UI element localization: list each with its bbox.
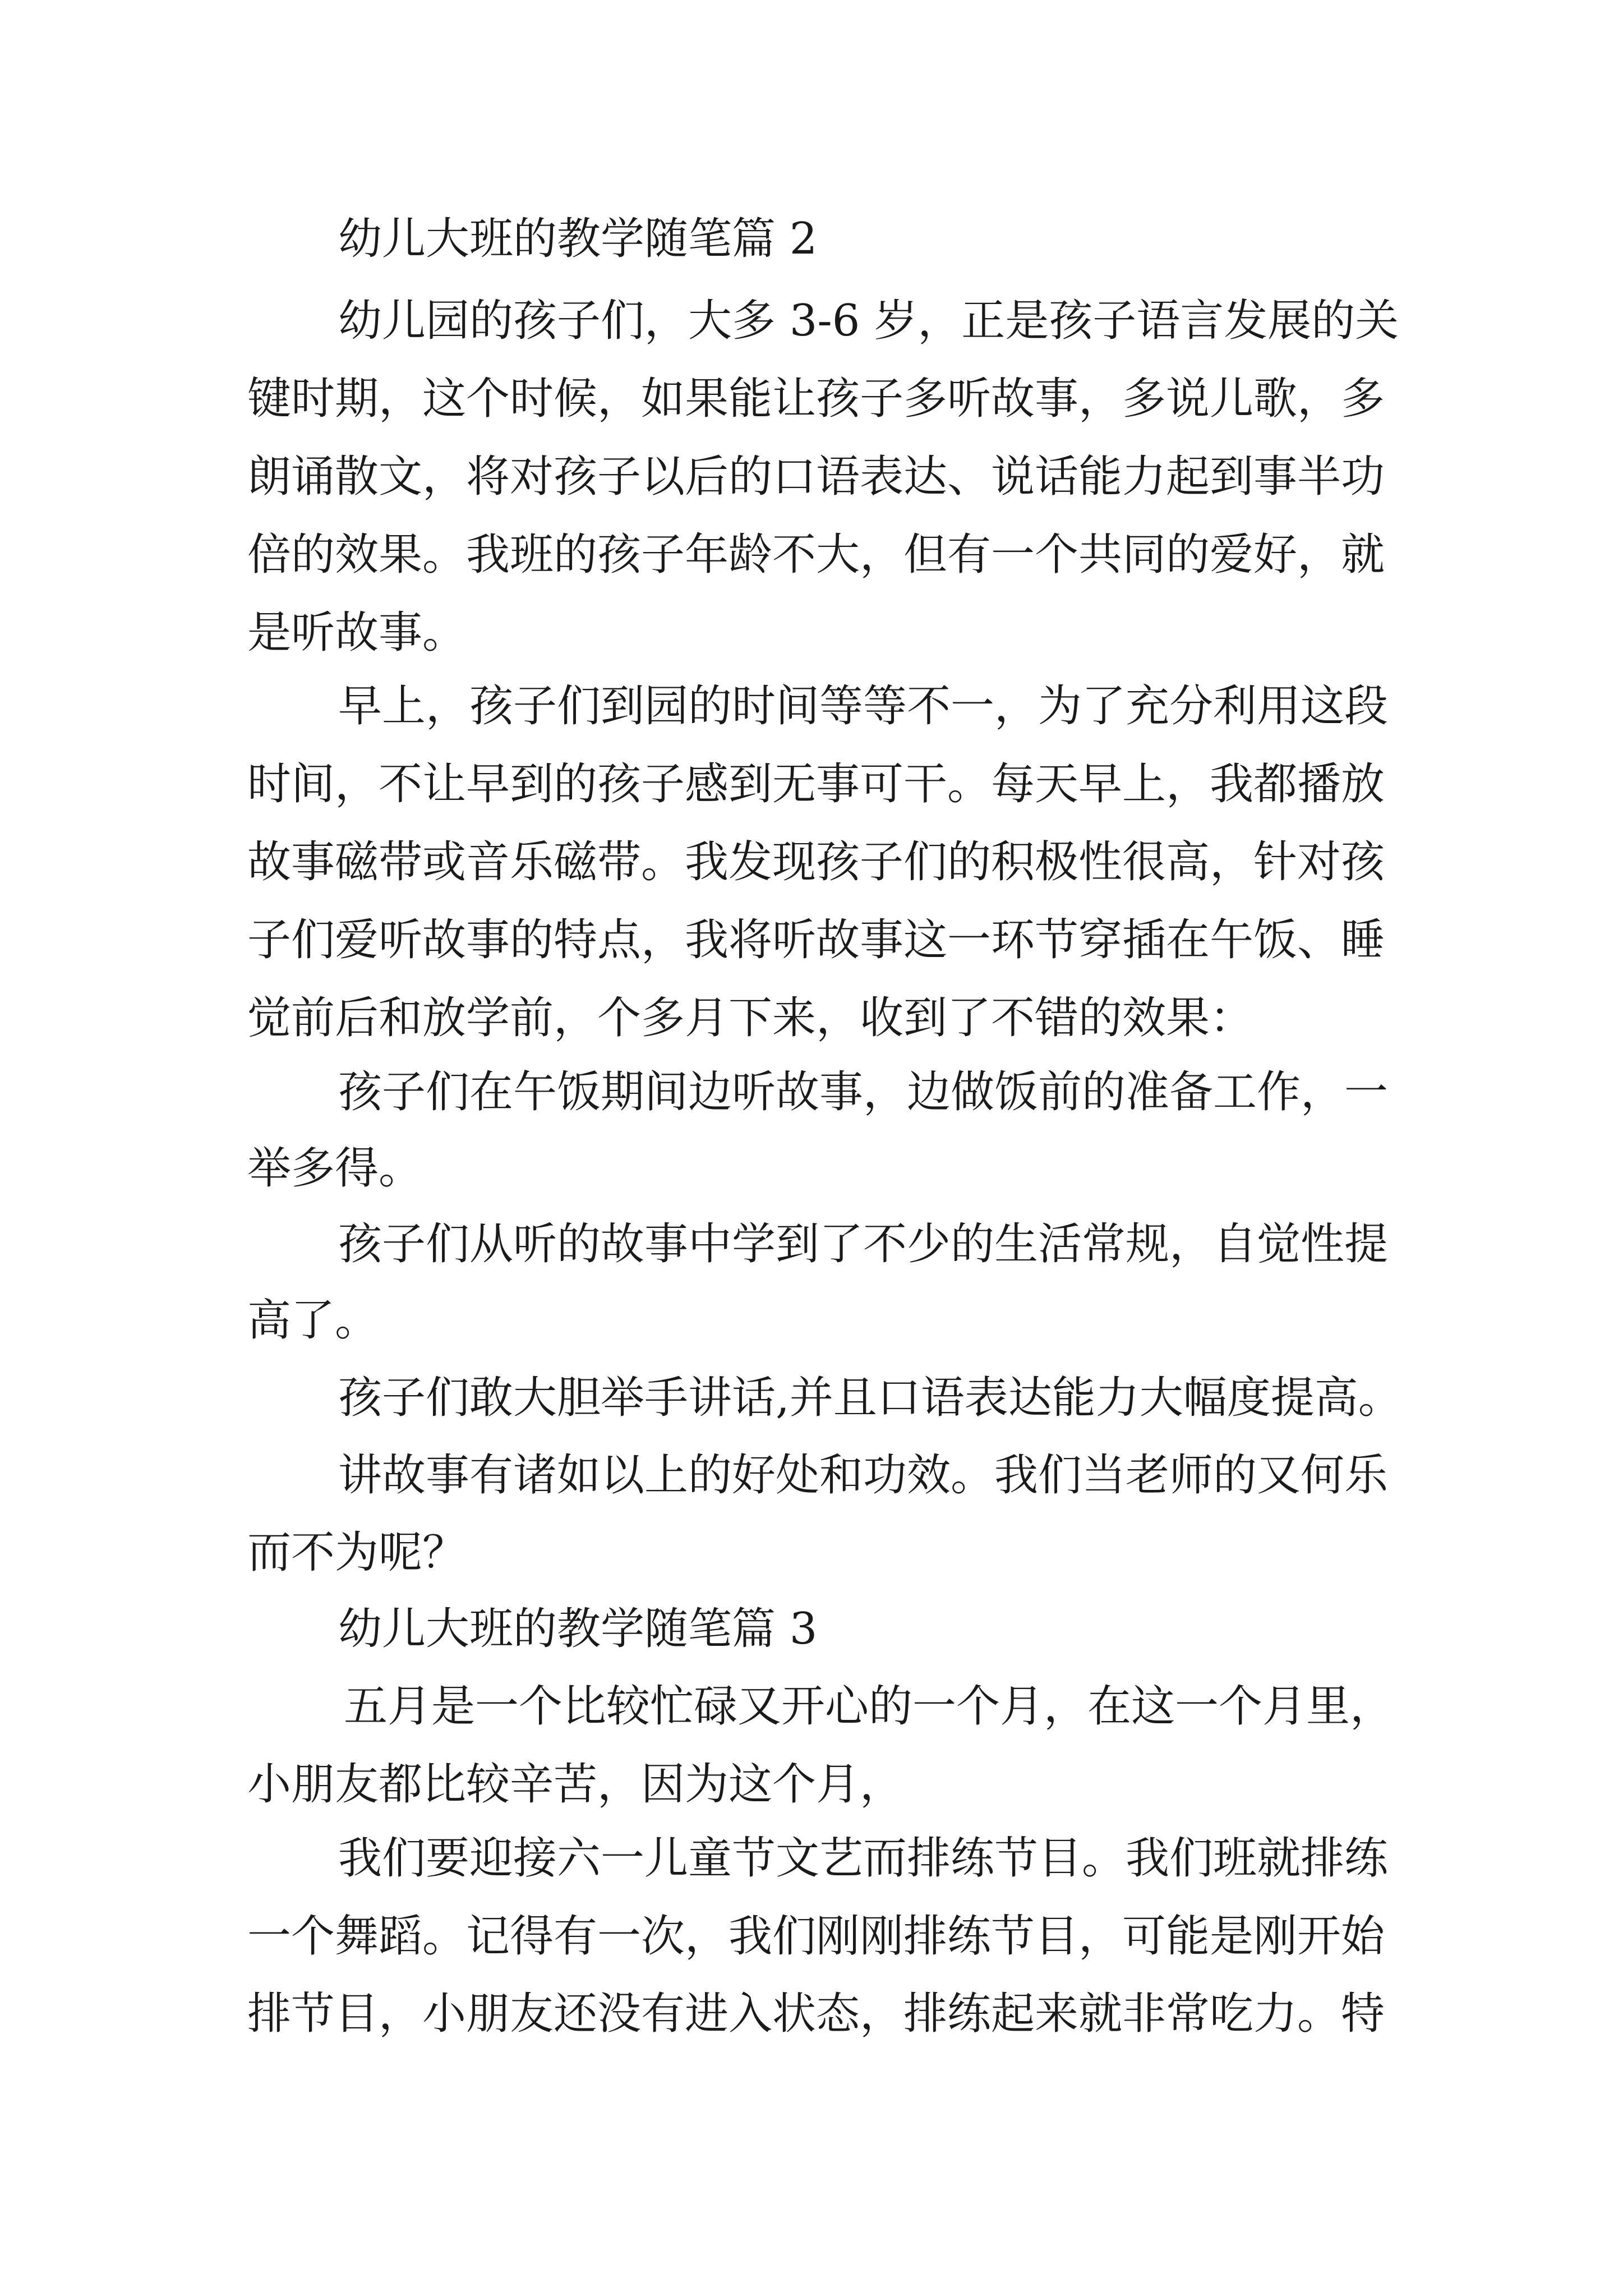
paragraph-line: 故事磁带或音乐磁带。我发现孩子们的积极性很高，针对孩 [247,837,1385,887]
paragraph-line: 早上，孩子们到园的时间等等不一，为了充分利用这段 [338,681,1389,731]
paragraph-line: 是听故事。 [247,608,467,658]
paragraph-line: 而不为呢？ [247,1527,467,1578]
paragraph-line: 时间，不让早到的孩子感到无事可干。每天早上，我都播放 [247,759,1385,809]
paragraph-line: 朗诵散文，将对孩子以后的口语表达、说话能力起到事半功 [247,452,1385,502]
paragraph-line: 高了。 [247,1295,379,1346]
paragraph-line: 键时期，这个时候，如果能让孩子多听故事，多说儿歌，多 [247,374,1385,424]
paragraph-line: 孩子们从听的故事中学到了不少的生活常规，自觉性提 [338,1219,1389,1269]
paragraph-line: 幼儿园的孩子们，大多 3-6 岁，正是孩子语言发展的关 [338,296,1399,346]
section-heading-3: 幼儿大班的教学随笔篇 3 [338,1604,818,1654]
paragraph-line: 倍的效果。我班的孩子年龄不大，但有一个共同的爱好，就 [247,530,1385,580]
paragraph-line: 讲故事有诸如以上的好处和功效。我们当老师的又何乐 [338,1450,1389,1501]
paragraph-line: 一个舞蹈。记得有一次，我们刚刚排练节目，可能是刚开始 [247,1911,1385,1962]
paragraph-line: 孩子们在午饭期间边听故事，边做饭前的准备工作，一 [338,1067,1389,1117]
paragraph-line: 孩子们敢大胆举手讲话,并且口语表达能力大幅度提高。 [338,1373,1402,1423]
paragraph-line: 举多得。 [247,1143,423,1194]
paragraph-line: 觉前后和放学前，个多月下来，收到了不错的效果： [247,993,1254,1043]
paragraph-line: 我们要迎接六一儿童节文艺而排练节目。我们班就排练 [338,1833,1389,1884]
paragraph-line: 五月是一个比较忙碌又开心的一个月，在这一个月里， [344,1681,1394,1732]
paragraph-line: 子们爱听故事的特点，我将听故事这一环节穿插在午饭、睡 [247,915,1385,965]
paragraph-line: 排节目，小朋友还没有进入状态，排练起来就非常吃力。特 [247,1989,1385,2039]
paragraph-line: 小朋友都比较辛苦，因为这个月， [247,1759,904,1810]
section-heading-2: 幼儿大班的教学随笔篇 2 [338,214,818,264]
